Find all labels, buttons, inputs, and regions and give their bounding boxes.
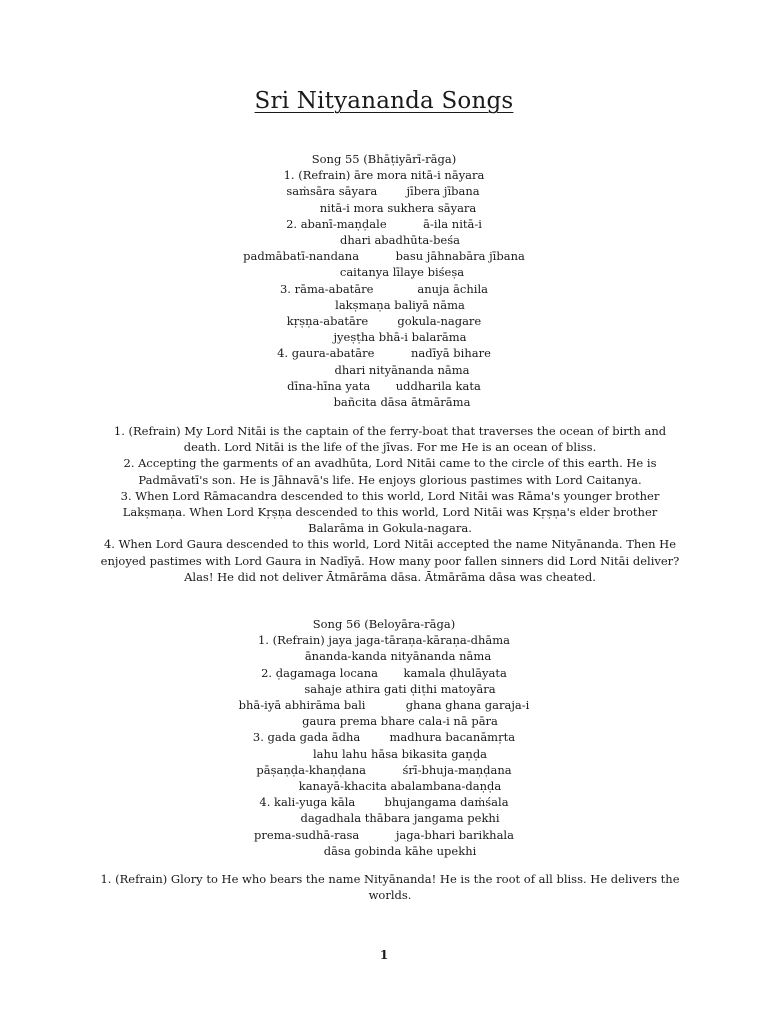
translation-paragraph: 4. When Lord Gaura descended to this world, Lord Nitāi accepted the name Nityānanda. Then He enjoyed pastimes with Lord Gaura in Nadīyā. How many poor fallen sinners did Lord Nitāi deliver? Alas! He did not deliver Ātmārāma dāsa. Ātmārāma dāsa was cheated.: [100, 537, 680, 584]
verse-line: nitā-i mora sukhera sāyara: [319, 200, 477, 215]
verse-line: bañcita dāsa ātmārāma: [333, 395, 471, 410]
verse-line: 1. (Refrain) āre mora nitā-i nāyara: [283, 168, 485, 183]
verse-line: 2. abanī-maṇḍale ā-ila nitā-i: [286, 216, 482, 231]
verse-line: dhari nityānanda nāma: [334, 362, 470, 377]
translation-paragraph: 1. (Refrain) Glory to He who bears the name Nityānanda! He is the root of all bliss. He delivers the worlds.: [100, 872, 680, 903]
song-56-verse: [0, 616, 768, 859]
page-number: 1: [379, 948, 389, 962]
song-55-translation: [100, 423, 680, 585]
verse-line: 2. ḍagamaga locana kamala ḍhulāyata: [261, 665, 507, 680]
verse-line: padmābatī-nandana basu jāhnabāra jībana: [243, 249, 525, 264]
verse-line: lakṣmaṇa baliyā nāma: [335, 297, 465, 312]
verse-line: bhā-iyā abhirāma bali ghana ghana garaja-i: [238, 698, 530, 713]
verse-line: 1. (Refrain) jaya jaga-tāraṇa-kāraṇa-dhāma: [257, 633, 511, 648]
translation-paragraph: 3. When Lord Rāmacandra descended to this world, Lord Nitāi was Rāma's younger brother Lakṣmaṇa. When Lord Kṛṣṇa descended to this world, Lord Nitāi was Kṛṣṇa's elder brother Balarāma in Gokula-nagara.: [120, 488, 660, 536]
translation-paragraph: 1. (Refrain) My Lord Nitāi is the captain of the ferry-boat that traverses the ocean of birth and death. Lord Nitāi is the life of the jīvas. For me He is an ocean of bliss.: [113, 424, 667, 455]
verse-line: 3. gada gada ādha madhura bacanāmṛta: [252, 730, 516, 745]
verse-line: dāsa gobinda kāhe upekhi: [323, 843, 477, 858]
verse-line: dagadhala thābara jangama pekhi: [300, 811, 500, 826]
verse-line: 4. kali-yuga kāla bhujangama daṁśala: [259, 795, 509, 810]
verse-line: sahaje athira gati ḍiṭhi matoyāra: [304, 681, 496, 696]
verse-line: prema-sudhā-rasa jaga-bhari barikhala: [254, 827, 514, 842]
verse-line: 4. gaura-abatāre nadīyā bihare: [277, 346, 491, 361]
verse-line: kṛṣṇa-abatāre gokula-nagare: [286, 314, 482, 329]
document-title: Sri Nityananda Songs: [254, 88, 514, 114]
song-56-heading: Song 56 (Beloyāra-rāga): [312, 617, 456, 631]
verse-line: dhari abadhūta-beśa: [340, 233, 460, 248]
translation-paragraph: 2. Accepting the garments of an avadhūta, Lord Nitāi came to the circle of this earth. He is Padmāvatī's son. He is Jāhnavā's life. He enjoys glorious pastimes with Lord Caitanya.: [123, 456, 657, 487]
verse-line: pāṣaṇḍa-khaṇḍana śrī-bhuja-maṇḍana: [256, 762, 512, 777]
verse-line: saṁsāra sāyara jībera jībana: [286, 184, 480, 199]
verse-line: lahu lahu hāsa bikasita gaṇḍa: [312, 746, 488, 761]
song-56-translation: [100, 871, 680, 903]
verse-line: gaura prema bhare cala-i nā pāra: [302, 714, 498, 729]
verse-line: dīna-hīna yata uddharila kata: [287, 378, 481, 393]
verse-line: kanayā-khacita abalambana-daṇḍa: [298, 779, 502, 794]
song-55-verse: [0, 151, 768, 410]
song-55-heading: Song 55 (Bhāṭiyārī-rāga): [311, 152, 457, 166]
verse-line: ānanda-kanda nityānanda nāma: [304, 649, 492, 664]
verse-line: 3. rāma-abatāre anuja āchila: [279, 281, 488, 296]
verse-line: jyeṣṭha bhā-i balarāma: [333, 330, 467, 345]
verse-line: caitanya līlaye biśeṣa: [339, 265, 465, 280]
